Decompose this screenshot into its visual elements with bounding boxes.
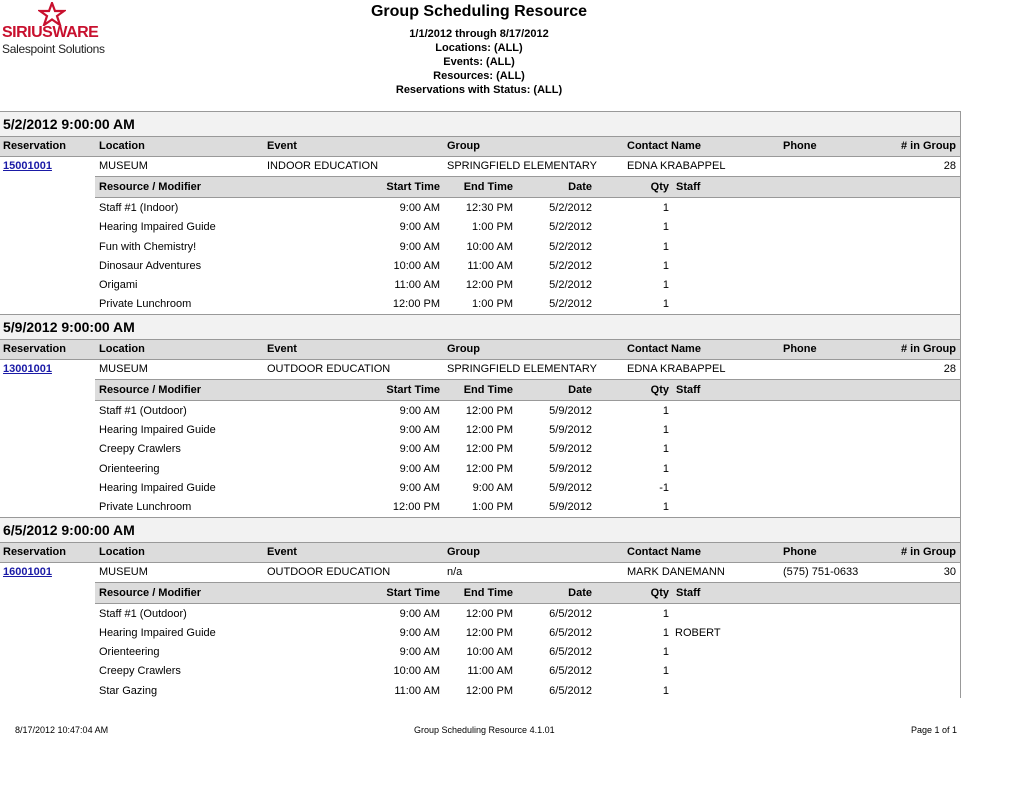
reservation-link[interactable]: 13001001	[3, 362, 52, 375]
booking-contact: MARK DANEMANN	[627, 565, 725, 578]
resource-start: 9:00 AM	[399, 481, 440, 494]
resource-header-resource: Resource / Modifier	[99, 383, 202, 396]
resource-date: 5/9/2012	[549, 443, 592, 456]
footer-version: Group Scheduling Resource 4.1.01	[414, 725, 555, 735]
column-header-contact: Contact Name	[627, 545, 701, 558]
resource-qty: 1	[662, 240, 669, 253]
resource-end: 12:00 PM	[465, 424, 513, 437]
resource-end: 11:00 AM	[467, 259, 513, 272]
resource-header-wrap	[0, 379, 960, 401]
booking-column-header	[0, 136, 960, 157]
booking-group: SPRINGFIELD ELEMENTARY	[447, 362, 597, 375]
resource-name: Orienteering	[99, 462, 160, 475]
column-header-event: Event	[267, 342, 297, 355]
booking-block	[0, 111, 960, 314]
filter-resources: Resources: (ALL)	[433, 70, 525, 82]
resource-row	[0, 478, 960, 497]
resource-header-staff: Staff	[676, 181, 701, 193]
resource-end: 12:00 PM	[465, 626, 513, 639]
column-header-contact: Contact Name	[627, 140, 701, 152]
resource-start: 10:00 AM	[393, 259, 440, 272]
resource-start: 9:00 AM	[399, 646, 440, 659]
resource-name: Fun with Chemistry!	[99, 240, 197, 253]
resource-header-staff: Staff	[676, 383, 701, 396]
resource-start: 9:00 AM	[399, 240, 440, 253]
resource-row	[0, 439, 960, 458]
resource-qty: 1	[662, 462, 669, 475]
resource-qty: 1	[662, 684, 669, 697]
booking-event: OUTDOOR EDUCATION	[267, 565, 391, 578]
logo-wordmark: SIRIUSWARE	[2, 24, 99, 41]
resource-name: Orienteering	[99, 646, 160, 659]
filter-date-range: 1/1/2012 through 8/17/2012	[409, 28, 549, 40]
resource-qty: 1	[662, 443, 669, 456]
resource-header-wrap	[0, 582, 960, 604]
resource-start: 9:00 AM	[399, 221, 440, 234]
booking-column-header	[0, 339, 960, 360]
booking-location: MUSEUM	[99, 362, 148, 375]
resource-date: 5/9/2012	[549, 404, 592, 417]
resource-staff: ROBERT	[675, 626, 721, 639]
resource-header-staff: Staff	[676, 586, 701, 599]
column-header-phone: Phone	[783, 545, 817, 558]
filter-events: Events: (ALL)	[443, 56, 515, 68]
resource-date: 6/5/2012	[549, 646, 592, 659]
resource-date: 5/2/2012	[549, 240, 592, 253]
resource-end: 12:00 PM	[465, 462, 513, 475]
booking-block	[0, 314, 960, 517]
booking-event: OUTDOOR EDUCATION	[267, 362, 391, 375]
resource-header-qty: Qty	[650, 586, 669, 599]
resource-name: Creepy Crawlers	[99, 665, 181, 678]
booking-row	[0, 157, 960, 176]
resource-qty: 1	[662, 279, 669, 292]
booking-row	[0, 360, 960, 379]
resource-header-end: End Time	[463, 383, 513, 396]
column-header-in-group: # in Group	[901, 545, 956, 558]
resource-name: Staff #1 (Indoor)	[99, 202, 179, 214]
resource-header-start: Start Time	[386, 586, 440, 599]
resource-column-header	[95, 176, 960, 198]
resource-row	[0, 420, 960, 439]
resource-name: Hearing Impaired Guide	[99, 221, 216, 234]
resource-qty: 1	[662, 259, 669, 272]
resource-name: Dinosaur Adventures	[99, 259, 202, 272]
resource-name: Private Lunchroom	[99, 298, 192, 311]
resource-name: Staff #1 (Outdoor)	[99, 404, 187, 417]
resource-name: Hearing Impaired Guide	[99, 424, 216, 437]
column-header-event: Event	[267, 545, 297, 558]
footer-timestamp: 8/17/2012 10:47:04 AM	[15, 725, 109, 735]
resource-row	[0, 401, 960, 420]
resource-header-end: End Time	[463, 181, 513, 193]
resource-header-wrap	[0, 176, 960, 198]
resource-qty: 1	[662, 404, 669, 417]
resource-row	[0, 497, 960, 516]
footer-page: Page 1 of 1	[910, 725, 957, 735]
booking-in-group: 28	[943, 362, 956, 375]
resource-qty: 1	[662, 298, 669, 311]
booking-group: n/a	[447, 565, 463, 578]
resource-start: 9:00 AM	[399, 462, 440, 475]
resource-qty: 1	[662, 626, 669, 639]
reservation-link[interactable]: 15001001	[3, 160, 52, 172]
resource-date: 5/2/2012	[549, 259, 592, 272]
booking-in-group: 28	[943, 160, 956, 172]
resource-end: 1:00 PM	[472, 501, 513, 514]
column-header-location: Location	[99, 140, 145, 152]
resource-name: Staff #1 (Outdoor)	[99, 607, 187, 620]
resource-row	[0, 256, 960, 275]
resource-column-header	[95, 582, 960, 604]
resource-header-qty: Qty	[650, 181, 669, 193]
resource-start: 11:00 AM	[394, 684, 440, 697]
resource-end: 12:30 PM	[465, 202, 513, 214]
resource-date: 5/2/2012	[549, 279, 592, 292]
resource-date: 5/9/2012	[549, 462, 592, 475]
resource-qty: 1	[662, 607, 669, 620]
column-header-group: Group	[447, 545, 480, 558]
column-header-reservation: Reservation	[3, 140, 66, 152]
resource-qty: 1	[662, 665, 669, 678]
column-header-location: Location	[99, 545, 145, 558]
resource-row	[0, 198, 960, 217]
resource-date: 5/9/2012	[549, 424, 592, 437]
resource-date: 6/5/2012	[549, 607, 592, 620]
resource-date: 5/9/2012	[549, 501, 592, 514]
resource-start: 9:00 AM	[399, 626, 440, 639]
column-header-group: Group	[447, 342, 480, 355]
column-header-in-group: # in Group	[901, 342, 956, 355]
resource-date: 6/5/2012	[549, 684, 592, 697]
resource-end: 12:00 PM	[465, 404, 513, 417]
column-header-phone: Phone	[783, 342, 817, 355]
resource-end: 12:00 PM	[465, 279, 513, 292]
booking-datetime: 5/2/2012 9:00:00 AM	[0, 111, 960, 136]
resource-qty: 1	[662, 202, 669, 214]
resource-row	[0, 275, 960, 294]
column-header-reservation: Reservation	[3, 342, 66, 355]
resource-end: 12:00 PM	[465, 684, 513, 697]
resource-column-header	[95, 379, 960, 401]
resource-start: 9:00 AM	[399, 443, 440, 456]
resource-header-resource: Resource / Modifier	[99, 181, 202, 193]
filter-locations: Locations: (ALL)	[435, 42, 523, 54]
resource-start: 10:00 AM	[393, 665, 440, 678]
resource-start: 12:00 PM	[392, 501, 440, 514]
resource-start: 9:00 AM	[399, 424, 440, 437]
column-header-in-group: # in Group	[901, 140, 956, 152]
reservation-link[interactable]: 16001001	[3, 565, 52, 578]
resource-end: 1:00 PM	[472, 221, 513, 234]
booking-in-group: 30	[943, 565, 956, 578]
resource-start: 11:00 AM	[394, 279, 440, 292]
resource-date: 5/2/2012	[549, 221, 592, 234]
report-filters	[0, 27, 958, 97]
column-header-reservation: Reservation	[3, 545, 66, 558]
resource-start: 9:00 AM	[399, 202, 440, 214]
booking-contact: EDNA KRABAPPEL	[627, 362, 726, 375]
booking-location: MUSEUM	[99, 565, 148, 578]
column-header-contact: Contact Name	[627, 342, 701, 355]
resource-qty: 1	[662, 424, 669, 437]
resource-end: 10:00 AM	[466, 646, 513, 659]
resource-qty: 1	[662, 501, 669, 514]
resource-header-end: End Time	[463, 586, 513, 599]
resource-header-date: Date	[568, 586, 592, 599]
column-header-phone: Phone	[783, 140, 817, 152]
booking-datetime: 5/9/2012 9:00:00 AM	[0, 314, 960, 339]
resource-header-resource: Resource / Modifier	[99, 586, 202, 599]
booking-phone: (575) 751-0633	[783, 565, 859, 578]
report-body	[0, 111, 961, 698]
booking-location: MUSEUM	[99, 160, 148, 172]
resource-name: Origami	[99, 279, 138, 292]
resource-date: 5/2/2012	[549, 298, 592, 311]
column-header-group: Group	[447, 140, 480, 152]
booking-event: INDOOR EDUCATION	[267, 160, 379, 172]
resource-date: 5/2/2012	[549, 202, 592, 214]
resource-header-date: Date	[568, 383, 592, 396]
resource-qty: -1	[659, 481, 669, 494]
resource-date: 6/5/2012	[549, 626, 592, 639]
report-title: Group Scheduling Resource	[370, 3, 588, 20]
resource-end: 1:00 PM	[472, 298, 513, 311]
column-header-event: Event	[267, 140, 297, 152]
filter-status: Reservations with Status: (ALL)	[395, 84, 563, 96]
resource-start: 9:00 AM	[399, 607, 440, 620]
booking-group: SPRINGFIELD ELEMENTARY	[447, 160, 597, 172]
resource-name: Creepy Crawlers	[99, 443, 181, 456]
resource-start: 9:00 AM	[399, 404, 440, 417]
resource-header-date: Date	[568, 181, 592, 193]
resource-row	[0, 294, 960, 313]
logo-tagline: Salespoint Solutions	[2, 42, 105, 56]
booking-column-header	[0, 542, 960, 563]
resource-row	[0, 604, 960, 623]
booking-contact: EDNA KRABAPPEL	[627, 160, 726, 172]
resource-date: 5/9/2012	[549, 481, 592, 494]
resource-row	[0, 642, 960, 661]
booking-block	[0, 517, 960, 698]
resource-row	[0, 237, 960, 256]
resource-end: 12:00 PM	[465, 443, 513, 456]
resource-row	[0, 681, 960, 698]
resource-name: Hearing Impaired Guide	[99, 626, 216, 639]
resource-date: 6/5/2012	[549, 665, 592, 678]
resource-row	[0, 623, 960, 642]
resource-end: 10:00 AM	[466, 240, 513, 253]
resource-end: 9:00 AM	[472, 481, 513, 494]
booking-row	[0, 563, 960, 582]
resource-row	[0, 661, 960, 680]
resource-qty: 1	[662, 646, 669, 659]
resource-header-start: Start Time	[386, 383, 440, 396]
resource-end: 11:00 AM	[467, 665, 513, 678]
resource-row	[0, 217, 960, 236]
booking-datetime: 6/5/2012 9:00:00 AM	[0, 517, 960, 542]
resource-header-start: Start Time	[386, 181, 440, 193]
resource-qty: 1	[662, 221, 669, 234]
resource-name: Private Lunchroom	[99, 501, 192, 514]
resource-start: 12:00 PM	[392, 298, 440, 311]
resource-header-qty: Qty	[650, 383, 669, 396]
resource-name: Hearing Impaired Guide	[99, 481, 216, 494]
resource-row	[0, 459, 960, 478]
column-header-location: Location	[99, 342, 145, 355]
resource-name: Star Gazing	[99, 684, 158, 697]
resource-end: 12:00 PM	[465, 607, 513, 620]
